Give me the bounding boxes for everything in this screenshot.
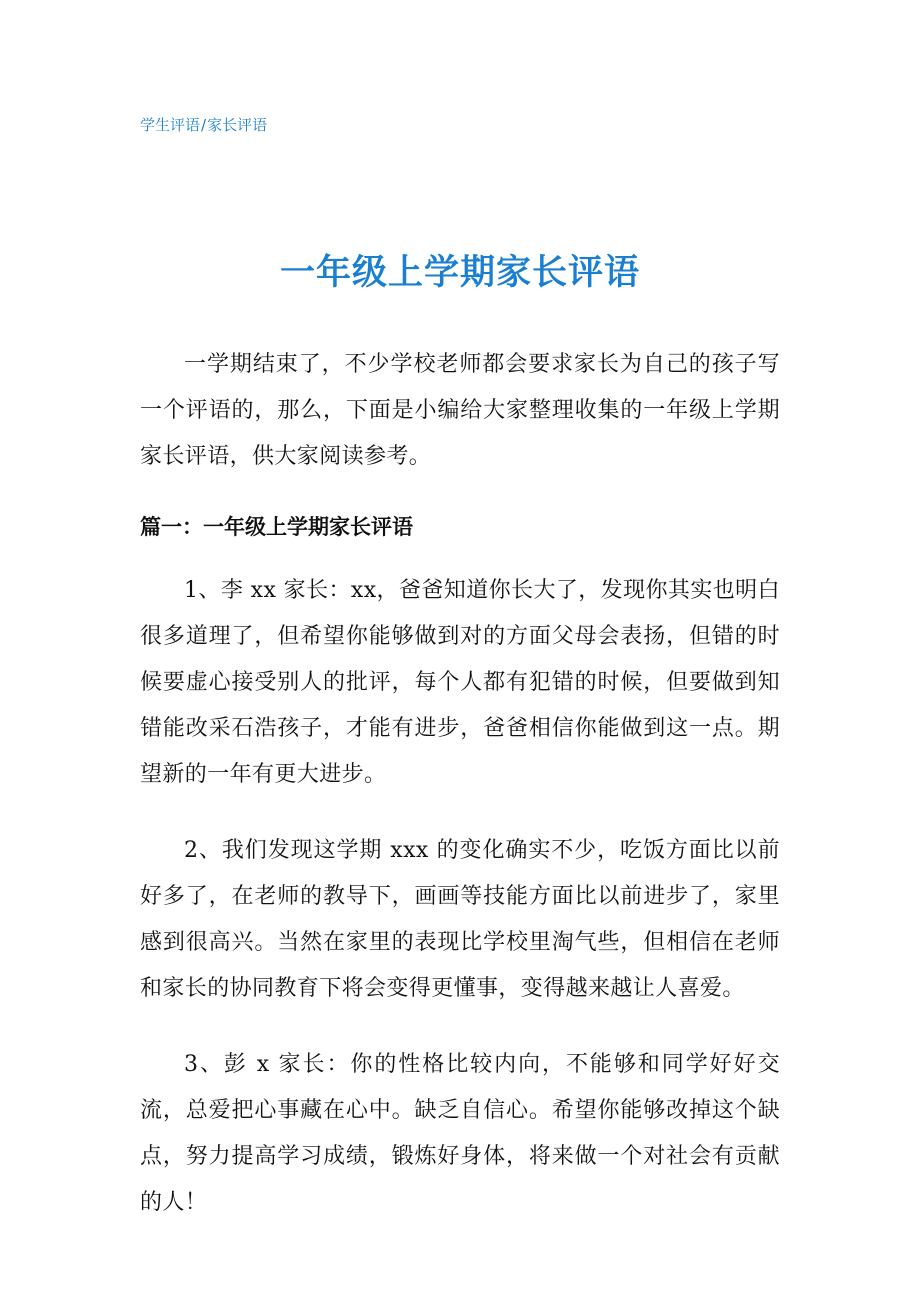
breadcrumb-link-parent-comments[interactable]: 家长评语: [207, 116, 268, 134]
section-heading: 篇一：一年级上学期家长评语: [140, 515, 413, 539]
breadcrumb-link-student-comments[interactable]: 学生评语: [140, 116, 201, 134]
document-title: 一年级上学期家长评语: [279, 253, 640, 294]
comment-paragraph-1: 1、李 xx 家长：xx，爸爸知道你长大了，发现你其实也明白很多道理了，但希望你能够做到对的方面父母会表扬，但错的时候要虚心接受别人的批评，每个人都有犯错的时候，但要做到知错能改采石浩孩子，才能有进步，爸爸相信你能做到这一点。期望新的一年有更大进步。: [140, 578, 780, 787]
comment-paragraph-3: 3、彭 x 家长：你的性格比较内向，不能够和同学好好交流，总爱把心事藏在心中。缺乏自信心。希望你能够改掉这个缺点，努力提高学习成绩，锻炼好身体，将来做一个对社会有贡献的人！: [140, 1052, 780, 1215]
intro-paragraph: 一学期结束了，不少学校老师都会要求家长为自己的孩子写一个评语的，那么，下面是小编给大家整理收集的一年级上学期家长评语，供大家阅读参考。: [140, 352, 780, 469]
breadcrumb: [140, 114, 267, 135]
breadcrumb-separator: /: [201, 116, 207, 134]
comment-paragraph-2: 2、我们发现这学期 xxx 的变化确实不少，吃饭方面比以前好多了，在老师的教导下，画画等技能方面比以前进步了，家里感到很高兴。当然在家里的表现比学校里淘气些，但相信在老师和家长的协同教育下将会变得更懂事，变得越来越让人喜爱。: [140, 838, 780, 1001]
